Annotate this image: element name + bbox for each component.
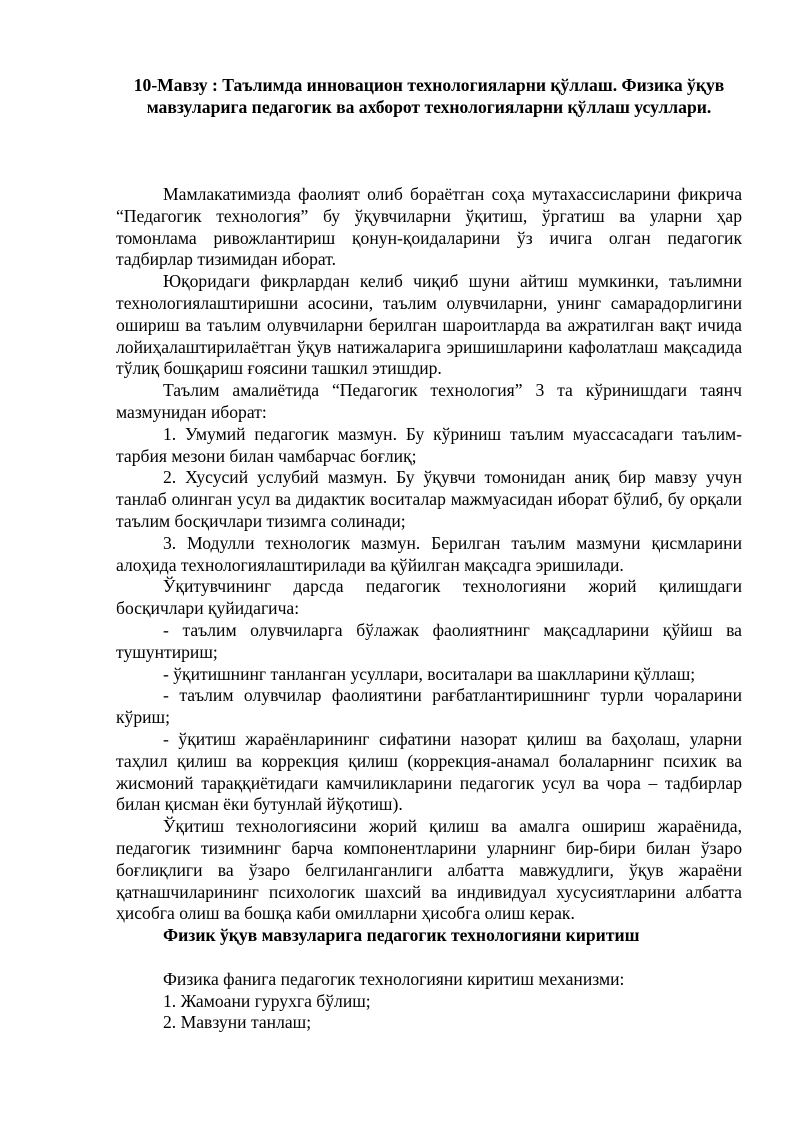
stage-item-assessment: - ўқитиш жараёнларининг сифатини назорат қилиш ва баҳолаш, уларни таҳлил қилиш ва коррекция қилиш (коррекция-анамал болаларнинг психик ва жисмоний тараққиётидаги камчиликларини педагогик усул ва чора – тадбирлар билан қисман ёки бутунлай йўқотиш).	[116, 728, 742, 815]
list-item-modular-content: 3. Модулли технологик мазмун. Берилган таълим мазмуни қисмларини алоҳида технологиялаштирилади ва қўйилган мақсадга эришилади.	[116, 532, 742, 575]
document-title: 10-Мавзу : Таълимда инновацион технологияларни қўллаш. Физика ўқув мавзуларига педагогик ва ахборот технологияларни қўллаш усуллари.	[133, 75, 725, 117]
paragraph-teacher-stages-intro: Ўқитувчининг дарсда педагогик технологияни жорий қилишдаги босқичлари қуйидагича:	[116, 576, 742, 619]
stage-item-motivation: - таълим олувчилар фаолиятини рағбатлантиришнинг турли чораларини кўриш;	[116, 685, 742, 728]
spacer	[116, 947, 742, 969]
list-item-private-method-content: 2. Хусусий услубий мазмун. Бу ўқувчи томонидан аниқ бир мавзу учун танлаб олинган усул ва дидактик воситалар мажмуасидан иборат бўлиб, бу орқали таълим босқичлари тизимга солинади;	[116, 467, 742, 531]
document-page	[116, 74, 742, 1034]
paragraph-definition: Мамлакатимизда фаолият олиб бораётган соҳа мутахассисларини фикрича “Педагогик технология” бу ўқувчиларни ўқитиш, ўргатиш ва уларни ҳар томонлама ривожлантириш қонун-қоидаларини ўз ичига олган педагогик тадбирлар тизимидан иборат.	[116, 184, 742, 270]
section-subheading: Физик ўқув мавзуларига педагогик технологияни киритиш	[163, 925, 640, 946]
list-item-general-content: 1. Умумий педагогик мазмун. Бу кўриниш таълим муассасадаги таълим-тарбия мезони билан чамбарчас боғлиқ;	[116, 423, 742, 466]
paragraph-implementation: Ўқитиш технологиясини жорий қилиш ва амалга ошириш жараёнида, педагогик тизимнинг барча компонентларини уларнинг бир-бири билан ўзаро боғлиқлиги ва ўзаро белгиланганлиги албатта мавжудлиги, ўқув жараёни қатнашчиларининг психологик шахсий ва индивидуал хусусиятларини албатта ҳисобга олиш ва бошқа каби омилларни ҳисобга олиш керак.	[116, 816, 742, 924]
paragraph-technologization: Юқоридаги фикрлардан келиб чиқиб шуни айтиш мумкинки, таълимни технологиялаштиришни асосини, таълим олувчиларни, унинг самарадорлигини ошириш ва таълим олувчиларни берилган шароитларда ва ажратилган вақт ичида лойиҳалаштирилаётган ўқув натижаларига эришишларини кафолатлаш мақсадида тўлиқ бошқариш ғоясини ташкил этишдир.	[116, 271, 742, 379]
mechanism-item: 1. Жамоани гурухга бўлиш;	[163, 990, 371, 1011]
stage-item-goals: - таълим олувчиларга бўлажак фаолиятнинг мақсадларини қўйиш ва тушунтириш;	[116, 619, 742, 662]
mechanism-item: 2. Мавзуни танлаш;	[163, 1012, 312, 1033]
spacer	[116, 118, 742, 184]
mechanism-intro: Физика фанига педагогик технологияни киритиш механизми:	[163, 968, 625, 989]
paragraph-three-forms-intro: Таълим амалиётида “Педагогик технология” 3 та кўринишдаги таянч мазмунидан иборат:	[116, 380, 742, 422]
stage-item-methods: - ўқитишнинг танланган усуллари, воситалари ва шаклларини қўллаш;	[163, 663, 696, 684]
